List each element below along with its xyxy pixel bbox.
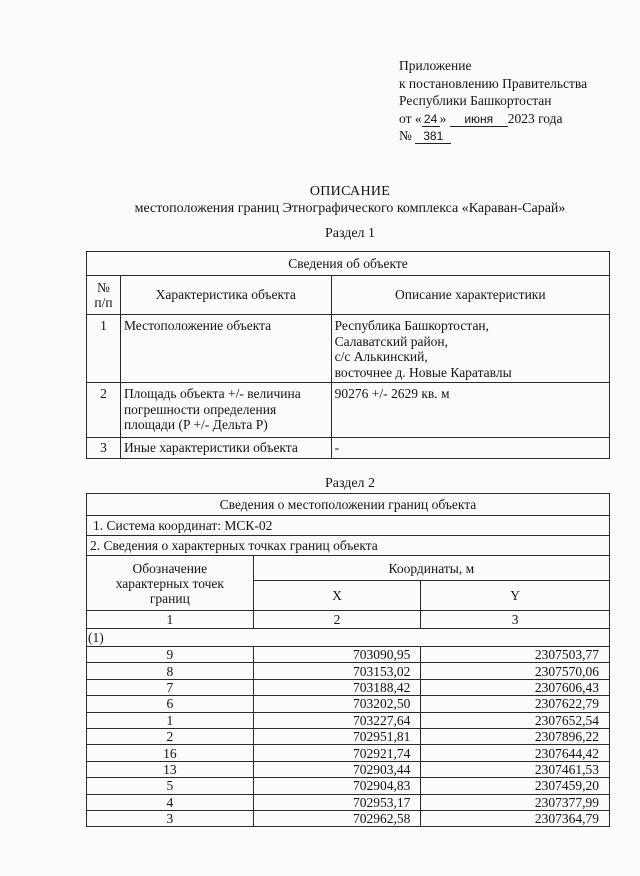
row-num: 2 [87, 383, 121, 438]
point-y: 2307503,77 [421, 647, 610, 663]
col-header-y: Y [421, 581, 610, 611]
title-subtitle: местоположения границ Этнографического комплекса «Караван-Сарай» [134, 201, 566, 216]
point-id: 9 [87, 647, 254, 663]
col-index-2: 2 [253, 611, 421, 629]
point-x: 703188,42 [253, 679, 421, 695]
point-x: 702951,81 [253, 728, 421, 744]
point-y: 2307644,42 [421, 745, 610, 761]
table-row [87, 745, 610, 761]
table-row [87, 663, 610, 679]
row-description-line: Салаватский район, [334, 333, 449, 349]
col-header-coordinates: Координаты, м [253, 556, 609, 581]
date-month: июня [450, 113, 508, 127]
appendix-line-1: Приложение [399, 58, 472, 73]
point-x: 702904,83 [253, 778, 421, 794]
point-y: 2307570,06 [421, 663, 610, 679]
coordinate-system: 1. Система координат: МСК-02 [87, 516, 610, 536]
point-y: 2307364,79 [421, 810, 610, 826]
point-id: 1 [87, 712, 254, 728]
point-x: 703202,50 [253, 696, 421, 712]
col-header-characteristic: Характеристика объекта [120, 276, 331, 315]
table-row [87, 761, 610, 777]
point-x: 702921,74 [253, 745, 421, 761]
point-x: 702953,17 [253, 794, 421, 810]
point-x: 703090,95 [253, 647, 421, 663]
table-row [87, 679, 610, 695]
points-body [87, 647, 610, 827]
point-id: 2 [87, 728, 254, 744]
point-x: 703227,64 [253, 712, 421, 728]
row-description-line: восточнее д. Новые Каратавлы [334, 364, 512, 380]
table-row [87, 696, 610, 712]
row-description [331, 383, 609, 438]
point-y: 2307622,79 [421, 696, 610, 712]
table-row [87, 794, 610, 810]
row-num: 1 [87, 315, 121, 383]
point-id: 7 [87, 679, 254, 695]
point-y: 2307652,54 [421, 712, 610, 728]
col-point-line: границ [149, 590, 190, 606]
appendix-number [399, 127, 587, 145]
row-description [331, 315, 609, 383]
point-y: 2307459,20 [421, 778, 610, 794]
row-characteristic: Иные характеристики объекта [120, 438, 331, 459]
point-y: 2307896,22 [421, 728, 610, 744]
point-y: 2307377,99 [421, 794, 610, 810]
point-y: 2307606,43 [421, 679, 610, 695]
row-characteristic [120, 315, 331, 383]
boundary-table-title: Сведения о местоположении границ объекта [87, 494, 610, 516]
number-prefix: № [399, 128, 412, 143]
table-row [87, 383, 610, 438]
boundary-points-table [86, 493, 610, 827]
point-id: 8 [87, 663, 254, 679]
contour-label: (1) [87, 629, 610, 647]
table-row [87, 647, 610, 663]
point-x: 703153,02 [253, 663, 421, 679]
section-2-label: Раздел 2 [324, 476, 376, 491]
col-point-line: Обозначение [132, 560, 208, 576]
col-header-x: X [253, 581, 421, 611]
table-row [87, 728, 610, 744]
document-title [0, 183, 640, 217]
row-characteristic-line: Местоположение объекта [123, 318, 272, 333]
point-id: 5 [87, 778, 254, 794]
row-description-line: с/с Алькинский, [334, 349, 428, 364]
row-characteristic-line: Площадь объекта +/- величина [123, 386, 301, 401]
col-header-point [87, 556, 254, 611]
row-characteristic-line: погрешности определения [123, 401, 277, 417]
date-prefix: от « [399, 110, 422, 126]
points-section-header: 2. Сведения о характерных точках границ объекта [87, 536, 610, 556]
appendix-line-2: к постановлению Правительства [399, 75, 588, 91]
table-row [87, 315, 610, 383]
object-table-title: Сведения об объекте [87, 252, 610, 276]
point-x: 702962,58 [253, 810, 421, 826]
col-point-line: характерных точек [115, 575, 224, 591]
col-num-line1: № [97, 279, 110, 295]
date-mid: » [439, 110, 447, 126]
section-1-label: Раздел 1 [324, 226, 376, 241]
point-x: 702903,44 [253, 761, 421, 777]
number-value: 381 [415, 130, 451, 144]
appendix-date [399, 110, 587, 128]
point-id: 13 [87, 761, 254, 777]
date-day: 24 [422, 113, 440, 127]
col-num-line2: п/п [94, 295, 113, 310]
table-row [87, 778, 610, 794]
point-id: 6 [87, 696, 254, 712]
point-id: 4 [87, 794, 254, 810]
date-year: 2023 года [507, 110, 563, 126]
appendix-block [399, 57, 587, 145]
row-characteristic-line: площади (P +/- Дельта P) [123, 417, 268, 432]
appendix-line-3: Республики Башкортостан [399, 93, 552, 108]
row-description-line: 90276 +/- 2629 кв. м [334, 386, 450, 401]
col-header-description: Описание характеристики [331, 276, 609, 315]
table-row [87, 712, 610, 728]
row-num: 3 [87, 438, 121, 459]
row-description-line: Республика Башкортостан, [334, 318, 490, 333]
title-main: ОПИСАНИЕ [309, 184, 391, 199]
col-index-3: 3 [421, 611, 610, 629]
row-characteristic [120, 383, 331, 438]
point-id: 16 [87, 745, 254, 761]
row-description: - [331, 438, 609, 459]
point-id: 3 [87, 810, 254, 826]
object-info-table [86, 251, 610, 459]
table-row [87, 438, 610, 459]
table-row [87, 810, 610, 826]
col-index-1: 1 [87, 611, 254, 629]
col-header-num [87, 276, 121, 315]
point-y: 2307461,53 [421, 761, 610, 777]
